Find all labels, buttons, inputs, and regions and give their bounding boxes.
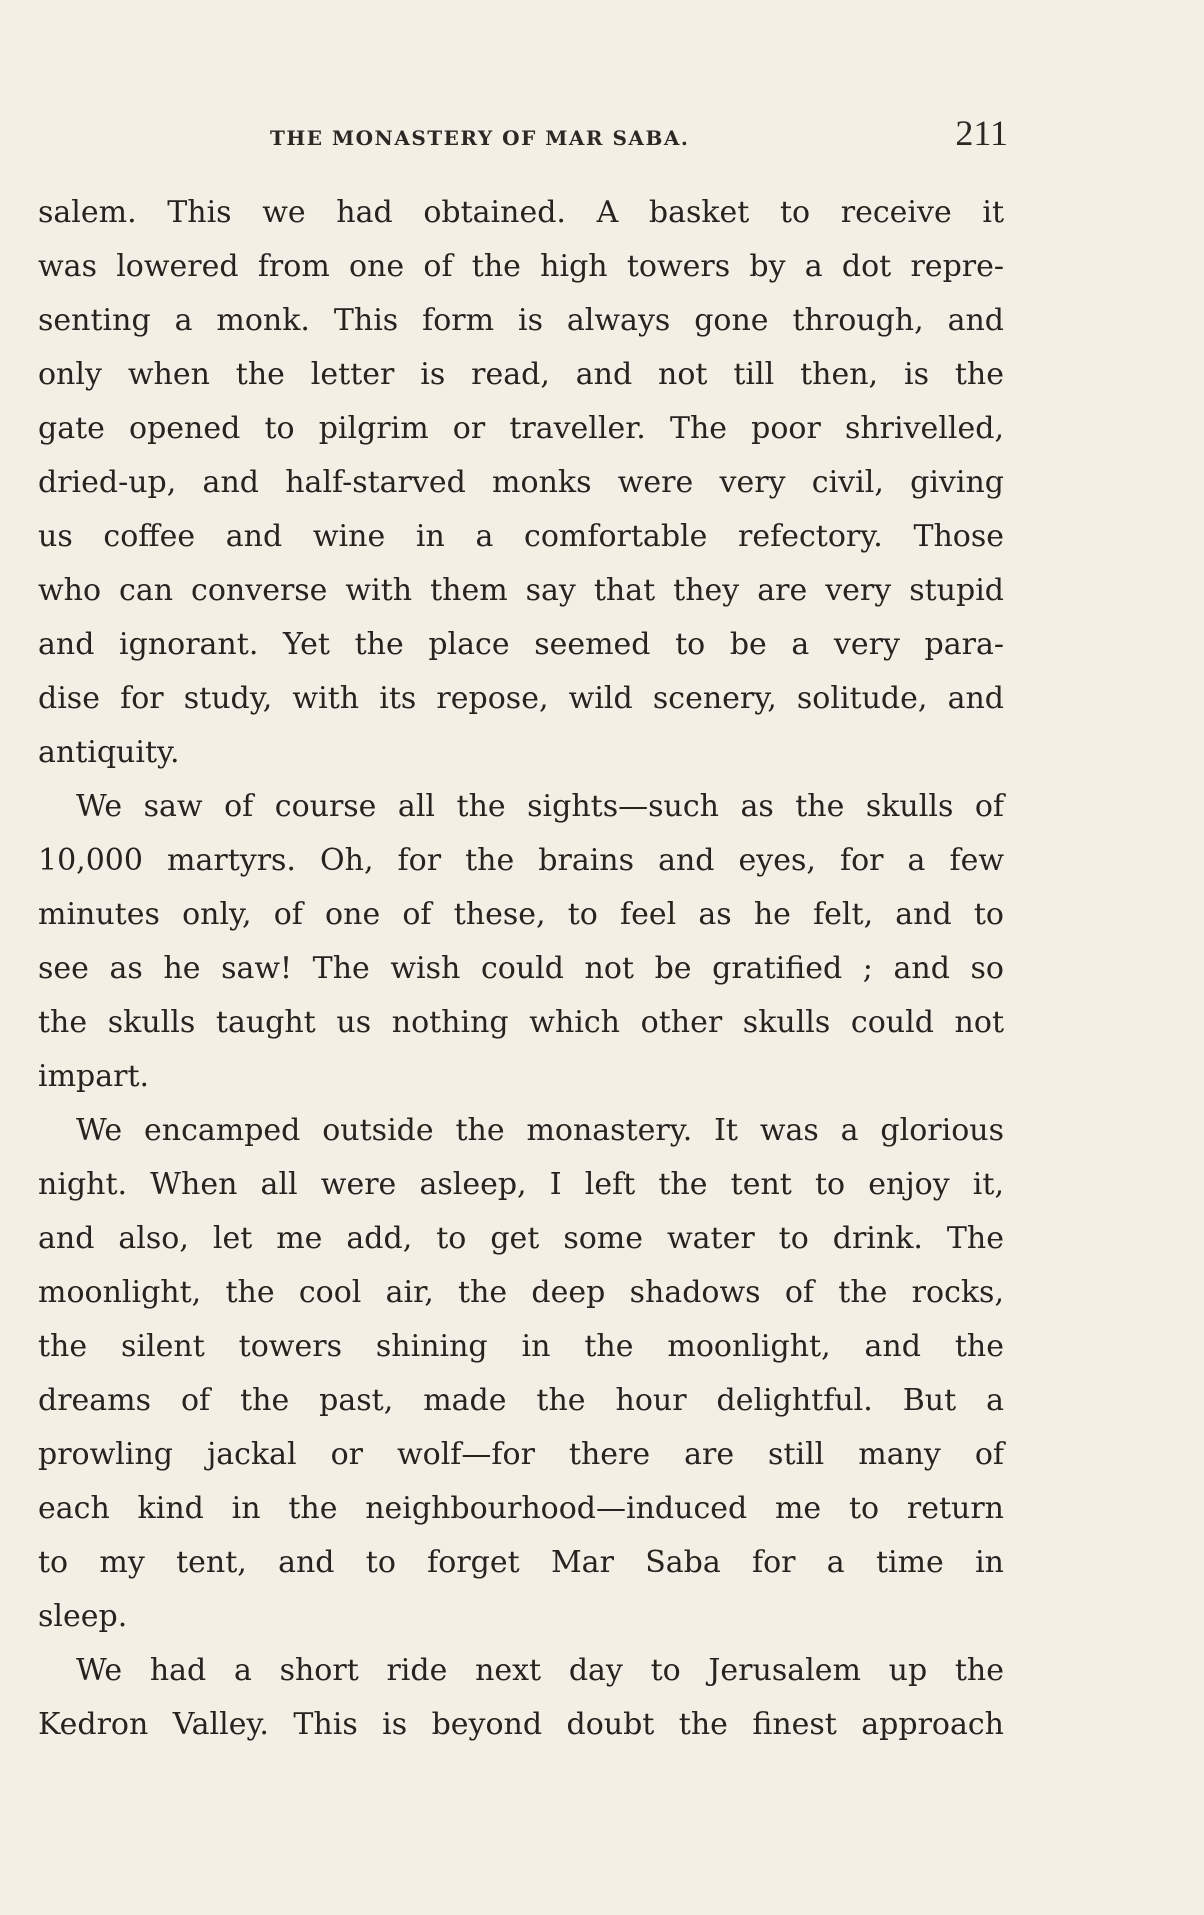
text-line: see as he saw! The wish could not be gratified ; and so: [38, 951, 1004, 986]
text-line: only when the letter is read, and not till then, is the: [38, 357, 1004, 392]
text-line: minutes only, of one of these, to feel as he felt, and to: [38, 897, 1004, 932]
text-line: antiquity.: [38, 735, 180, 770]
text-line: gate opened to pilgrim or traveller. The poor shrivelled,: [38, 411, 1004, 446]
text-line: us coffee and wine in a comfortable refectory. Those: [38, 519, 1004, 554]
text-line: senting a monk. This form is always gone through, and: [38, 303, 1004, 338]
text-line: dreams of the past, made the hour delightful. But a: [38, 1383, 1004, 1418]
text-line: and ignorant. Yet the place seemed to be a very para-: [38, 627, 1004, 662]
page-header: [270, 112, 1008, 162]
text-line: We had a short ride next day to Jerusalem up the: [76, 1653, 1004, 1688]
text-line: each kind in the neighbourhood—induced me to return: [38, 1491, 1004, 1526]
text-line: dried-up, and half-starved monks were very civil, giving: [38, 465, 1004, 500]
text-line: prowling jackal or wolf—for there are still many of: [38, 1437, 1004, 1472]
text-line: the silent towers shining in the moonlight, and the: [38, 1329, 1004, 1364]
text-line: Kedron Valley. This is beyond doubt the finest approach: [38, 1707, 1004, 1742]
text-line: impart.: [38, 1059, 150, 1094]
running-title: THE MONASTERY OF MAR SABA.: [270, 126, 690, 150]
text-line: who can converse with them say that they are very stupid: [38, 573, 1004, 608]
text-line: salem. This we had obtained. A basket to receive it: [38, 195, 1004, 230]
text-line: night. When all were asleep, I left the tent to enjoy it,: [38, 1167, 1004, 1202]
text-line: to my tent, and to forget Mar Saba for a time in: [38, 1545, 1004, 1580]
text-line: the skulls taught us nothing which other skulls could not: [38, 1005, 1004, 1040]
text-line: 10,000 martyrs. Oh, for the brains and eyes, for a few: [38, 843, 1004, 878]
text-line: moonlight, the cool air, the deep shadows of the rocks,: [38, 1275, 1004, 1310]
text-line: was lowered from one of the high towers by a dot repre-: [38, 249, 1004, 284]
text-line: and also, let me add, to get some water to drink. The: [38, 1221, 1004, 1256]
page-number: 211: [955, 113, 1008, 153]
text-line: We encamped outside the monastery. It was a glorious: [76, 1113, 1004, 1148]
text-line: We saw of course all the sights—such as the skulls of: [76, 789, 1004, 824]
body-text: [38, 186, 1004, 1752]
text-line: dise for study, with its repose, wild scenery, solitude, and: [38, 681, 1004, 716]
text-line: sleep.: [38, 1599, 128, 1634]
